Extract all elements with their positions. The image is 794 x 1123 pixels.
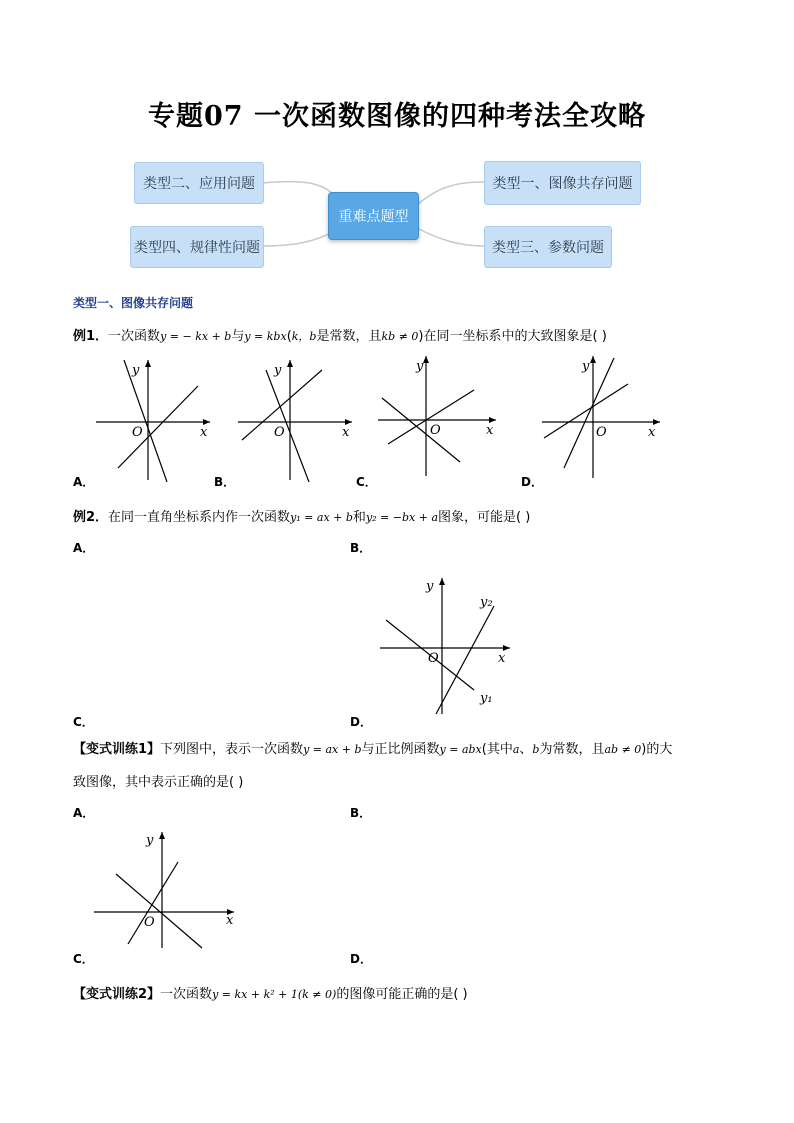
text: 是常数，且 bbox=[316, 329, 382, 344]
mindmap-connectors bbox=[0, 0, 794, 300]
text: 和 bbox=[352, 510, 366, 525]
params: k，b bbox=[291, 330, 317, 343]
section-heading: 类型一、图像共存问题 bbox=[73, 296, 194, 310]
axis-y: y bbox=[274, 363, 282, 378]
mindmap-type2: 类型二、应用问题 bbox=[134, 162, 264, 204]
text: )的大 bbox=[641, 742, 673, 757]
text: 图象，可能是( ) bbox=[438, 510, 531, 525]
axis-x: x bbox=[498, 651, 506, 666]
axis-y: y bbox=[132, 363, 140, 378]
text: )在同一坐标系中的大致图象是( ) bbox=[418, 329, 607, 344]
example-label: 例2． bbox=[73, 510, 109, 525]
option-b[interactable]: B． bbox=[350, 541, 372, 555]
variant-label: 【变式训练2】 bbox=[73, 987, 161, 1002]
graph-ex1-b bbox=[234, 356, 356, 482]
formula: y = kbx bbox=[244, 330, 287, 343]
text: 一次函数 bbox=[108, 329, 161, 344]
origin: O bbox=[596, 425, 607, 440]
option-c[interactable]: C． bbox=[73, 715, 94, 729]
option-d[interactable]: D． bbox=[521, 475, 543, 489]
text: (其中 bbox=[481, 742, 513, 757]
variant-1-question-line2: 致图像，其中表示正确的是( ) bbox=[73, 775, 244, 790]
formula: y = ax + b bbox=[303, 743, 362, 756]
condition: ab ≠ 0 bbox=[604, 743, 642, 756]
axis-x: x bbox=[648, 425, 656, 440]
page-title: 专题07 一次函数图像的四种考法全攻略 bbox=[148, 101, 646, 132]
axis-y: y bbox=[146, 833, 154, 848]
label-y2: y₂ bbox=[480, 595, 493, 610]
option-c[interactable]: C． bbox=[356, 475, 377, 489]
text: 一次函数 bbox=[160, 987, 213, 1002]
option-a[interactable]: A． bbox=[73, 541, 95, 555]
origin: O bbox=[144, 915, 155, 930]
mindmap-type4: 类型四、规律性问题 bbox=[130, 226, 264, 268]
label-y1: y₁ bbox=[480, 691, 493, 706]
text: 与正比例函数 bbox=[361, 742, 440, 757]
graph-ex2-d bbox=[376, 574, 516, 716]
option-a[interactable]: A． bbox=[73, 806, 95, 820]
axis-y: y bbox=[582, 359, 590, 374]
axis-x: x bbox=[486, 423, 494, 438]
graph-var1-c bbox=[90, 828, 240, 950]
axis-y: y bbox=[426, 579, 434, 594]
axis-y: y bbox=[416, 359, 424, 374]
formula: y = kx + k² + 1(k ≠ 0) bbox=[212, 988, 337, 1001]
variant-2-question bbox=[73, 983, 468, 1002]
graph-ex1-a bbox=[92, 356, 214, 482]
param-a: a bbox=[512, 743, 520, 756]
option-c[interactable]: C． bbox=[73, 952, 94, 966]
option-d[interactable]: D． bbox=[350, 715, 372, 729]
text: ( bbox=[286, 329, 292, 344]
variant-1-question-line1 bbox=[73, 738, 672, 757]
example-label: 例1． bbox=[73, 329, 109, 344]
axis-x: x bbox=[342, 425, 350, 440]
option-b[interactable]: B． bbox=[350, 806, 372, 820]
mindmap-center: 重难点题型 bbox=[328, 192, 419, 240]
text: 为常数，且 bbox=[539, 742, 605, 757]
origin: O bbox=[428, 651, 439, 666]
param-b: b bbox=[532, 743, 540, 756]
mindmap-type1: 类型一、图像共存问题 bbox=[484, 161, 641, 205]
graph-ex1-c bbox=[376, 352, 498, 478]
example-2-question bbox=[73, 506, 530, 525]
formula: y₂ = −bx + a bbox=[365, 511, 439, 524]
axis-x: x bbox=[226, 913, 234, 928]
text: 下列图中，表示一次函数 bbox=[160, 742, 304, 757]
example-1-question bbox=[73, 325, 607, 344]
formula: y₁ = ax + b bbox=[290, 511, 353, 524]
text: 的图像可能正确的是( ) bbox=[336, 987, 468, 1002]
origin: O bbox=[132, 425, 143, 440]
condition: kb ≠ 0 bbox=[381, 330, 419, 343]
formula: y = abx bbox=[439, 743, 482, 756]
option-d[interactable]: D． bbox=[350, 952, 372, 966]
origin: O bbox=[274, 425, 285, 440]
origin: O bbox=[430, 423, 441, 438]
variant-label: 【变式训练1】 bbox=[73, 742, 161, 757]
option-a[interactable]: A． bbox=[73, 475, 95, 489]
formula: y = − kx + b bbox=[160, 330, 232, 343]
mindmap-type3: 类型三、参数问题 bbox=[484, 226, 612, 268]
text: 与 bbox=[231, 329, 245, 344]
axis-x: x bbox=[200, 425, 208, 440]
text: 、 bbox=[519, 742, 533, 757]
graph-ex1-d bbox=[538, 352, 664, 482]
option-b[interactable]: B． bbox=[214, 475, 236, 489]
text: 在同一直角坐标系内作一次函数 bbox=[108, 510, 291, 525]
